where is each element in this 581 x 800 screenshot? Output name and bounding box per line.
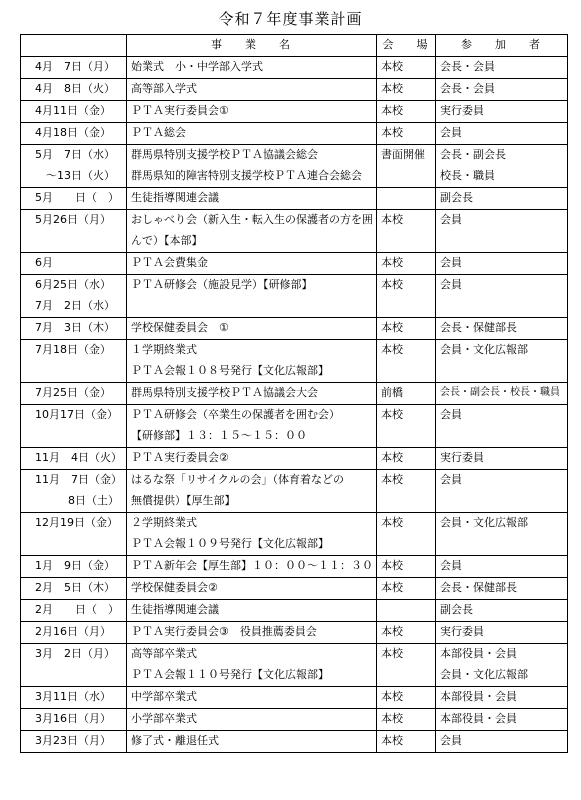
row-event — [127, 578, 377, 600]
row-place: 書面開催 — [377, 145, 436, 188]
row-event — [127, 644, 377, 687]
row-place: 本校 — [377, 513, 436, 556]
row-event-line: ＰＴＡ総会 — [131, 126, 186, 139]
row-attendees — [436, 709, 568, 731]
table-row — [21, 188, 568, 210]
row-date-line: 4月 7日（月） — [35, 60, 115, 73]
row-event-line: おしゃべり会（新入生・転入生の保護者の方を囲 — [131, 213, 373, 226]
row-attendees-line: 会員 — [440, 256, 462, 269]
row-attendees — [436, 731, 568, 753]
row-place: 本校 — [377, 470, 436, 513]
row-place: 本校 — [377, 687, 436, 709]
row-place: 本校 — [377, 556, 436, 578]
row-attendees-line: 会長・会員 — [440, 60, 495, 73]
row-date — [21, 600, 127, 622]
row-date-line: 6月25日（水） — [35, 278, 111, 291]
row-date-line: 2月16日（月） — [35, 625, 111, 638]
row-event — [127, 687, 377, 709]
table-row — [21, 578, 568, 600]
row-event — [127, 253, 377, 275]
row-attendees-line: 会員 — [440, 278, 462, 291]
row-attendees — [436, 600, 568, 622]
row-event-line: 高等部入学式 — [131, 82, 197, 95]
row-date — [21, 123, 127, 145]
row-place: 本校 — [377, 644, 436, 687]
row-date — [21, 145, 127, 188]
row-date — [21, 57, 127, 79]
row-attendees-line: 会員 — [440, 213, 462, 226]
row-attendees-line: 会長・副会長 — [440, 148, 506, 161]
row-event-line: ＰＴＡ新年会【厚生部】１０：００～１１：３０ — [131, 559, 373, 572]
row-event-line: １学期終業式 — [131, 343, 197, 356]
row-event-line: はるな祭「リサイクルの会」（体育着などの — [131, 473, 344, 486]
row-date — [21, 79, 127, 101]
row-attendees-line: 本部役員・会員 — [440, 712, 517, 725]
row-place: 前橋 — [377, 383, 436, 405]
row-event-line: 中学部卒業式 — [131, 690, 197, 703]
row-date — [21, 210, 127, 253]
row-attendees — [436, 57, 568, 79]
row-event-line: 修了式・離退任式 — [131, 734, 219, 747]
row-event-line: ＰＴＡ実行委員会③ 役員推薦委員会 — [131, 625, 317, 638]
row-place: 本校 — [377, 340, 436, 383]
row-attendees-line: 会員 — [440, 473, 462, 486]
row-place: 本校 — [377, 318, 436, 340]
row-date-line: 7月 3日（木） — [35, 321, 115, 334]
row-place — [377, 600, 436, 622]
row-date — [21, 644, 127, 687]
row-date-line: 3月 2日（月） — [35, 647, 115, 660]
row-place — [377, 188, 436, 210]
row-event-line: ＰＴＡ会費集金 — [131, 256, 208, 269]
row-event-line: ＰＴＡ研修会（卒業生の保護者を囲む会） — [131, 408, 340, 421]
table-row — [21, 145, 568, 188]
row-event — [127, 101, 377, 123]
row-date-line: 7月18日（金） — [35, 343, 111, 356]
row-attendees — [436, 275, 568, 318]
row-event-line: 無償提供）【厚生部】 — [131, 494, 236, 507]
row-date — [21, 578, 127, 600]
row-attendees — [436, 556, 568, 578]
row-attendees — [436, 210, 568, 253]
row-attendees — [436, 405, 568, 448]
row-attendees — [436, 188, 568, 210]
row-attendees-line: 会員 — [440, 408, 462, 421]
row-date-line: 2月 5日（木） — [35, 581, 115, 594]
row-date-line: 5月 7日（水） — [35, 148, 115, 161]
row-attendees — [436, 578, 568, 600]
row-date — [21, 556, 127, 578]
row-date — [21, 383, 127, 405]
row-place: 本校 — [377, 210, 436, 253]
table-row — [21, 556, 568, 578]
row-date-line: 3月11日（水） — [35, 690, 111, 703]
row-attendees — [436, 340, 568, 383]
row-attendees-line: 副会長 — [440, 603, 473, 616]
schedule-table — [20, 34, 568, 753]
row-event-line: 小学部卒業式 — [131, 712, 197, 725]
row-date — [21, 470, 127, 513]
row-date-line: 4月 8日（火） — [35, 82, 115, 95]
table-row — [21, 253, 568, 275]
row-event-line: ＰＴＡ会報１０８号発行【文化広報部】 — [131, 364, 329, 377]
row-event-line: 学校保健委員会② — [131, 581, 218, 594]
row-attendees — [436, 687, 568, 709]
row-date — [21, 731, 127, 753]
header-place: 会 場 — [377, 35, 436, 57]
row-date-line: 10月17日（金） — [35, 408, 118, 421]
row-date-line: 2月 日（ ） — [35, 603, 119, 616]
table-row — [21, 340, 568, 383]
table-row — [21, 448, 568, 470]
header-event: 事 業 名 — [127, 35, 377, 57]
row-event — [127, 600, 377, 622]
header-row — [21, 35, 568, 57]
row-event-line: んで）【本部】 — [131, 234, 203, 247]
row-date — [21, 101, 127, 123]
row-date — [21, 687, 127, 709]
table-row — [21, 318, 568, 340]
row-attendees — [436, 318, 568, 340]
row-date-line: 11月 4日（火） — [35, 451, 122, 464]
row-event — [127, 470, 377, 513]
row-place: 本校 — [377, 622, 436, 644]
row-date — [21, 318, 127, 340]
row-event — [127, 145, 377, 188]
row-attendees — [436, 145, 568, 188]
table-row — [21, 123, 568, 145]
row-date — [21, 622, 127, 644]
row-date — [21, 513, 127, 556]
table-row — [21, 210, 568, 253]
row-attendees-line: 実行委員 — [440, 451, 484, 464]
row-place: 本校 — [377, 578, 436, 600]
table-row — [21, 622, 568, 644]
row-event — [127, 622, 377, 644]
row-attendees — [436, 79, 568, 101]
table-row — [21, 405, 568, 448]
row-date — [21, 405, 127, 448]
row-date-line: 6月 — [35, 256, 53, 269]
row-date-line: 3月16日（月） — [35, 712, 111, 725]
row-event — [127, 210, 377, 253]
row-date — [21, 709, 127, 731]
table-row — [21, 275, 568, 318]
row-attendees-line: 会員・文化広報部 — [440, 343, 528, 356]
row-place: 本校 — [377, 123, 436, 145]
row-date-line: 11月 7日（金） — [35, 473, 122, 486]
row-event — [127, 731, 377, 753]
row-date — [21, 188, 127, 210]
row-attendees-line: 実行委員 — [440, 104, 484, 117]
row-attendees-line: 校長・職員 — [440, 169, 495, 182]
table-row — [21, 79, 568, 101]
row-date-line: ～13日（火） — [35, 169, 115, 182]
row-event — [127, 709, 377, 731]
row-attendees-line: 会員・文化広報部 — [440, 516, 528, 529]
row-event-line: ＰＴＡ研修会（施設見学）【研修部】 — [131, 278, 313, 291]
row-event-line: ２学期終業式 — [131, 516, 197, 529]
row-attendees-line: 会員 — [440, 559, 462, 572]
row-event-line: ＰＴＡ会報１０９号発行【文化広報部】 — [131, 537, 329, 550]
row-event-line: 群馬県特別支援学校ＰＴＡ協議会総会 — [131, 148, 318, 161]
row-attendees-line: 会長・会員 — [440, 82, 495, 95]
row-attendees-line: 会員・文化広報部 — [440, 668, 528, 681]
row-attendees — [436, 644, 568, 687]
row-date-line: 4月18日（金） — [35, 126, 111, 139]
row-event — [127, 275, 377, 318]
row-place: 本校 — [377, 448, 436, 470]
row-event — [127, 79, 377, 101]
table-row — [21, 644, 568, 687]
row-attendees — [436, 513, 568, 556]
row-date-line: 1月 9日（金） — [35, 559, 115, 572]
row-event-line: ＰＴＡ会報１１０号発行【文化広報部】 — [131, 668, 329, 681]
row-date-line: 12月19日（金） — [35, 516, 118, 529]
table-row — [21, 513, 568, 556]
row-date-line: 8日（土） — [35, 494, 119, 507]
row-date — [21, 340, 127, 383]
row-event-line: 始業式 小・中学部入学式 — [131, 60, 263, 73]
row-attendees — [436, 448, 568, 470]
row-event — [127, 383, 377, 405]
row-place: 本校 — [377, 275, 436, 318]
row-attendees-line: 会長・保健部長 — [440, 581, 517, 594]
table-row — [21, 709, 568, 731]
row-attendees-line: 副会長 — [440, 191, 473, 204]
row-place: 本校 — [377, 101, 436, 123]
row-attendees-line: 会長・保健部長 — [440, 321, 517, 334]
row-attendees — [436, 622, 568, 644]
row-date-line: 4月11日（金） — [35, 104, 111, 117]
row-attendees-line: 会員 — [440, 126, 462, 139]
row-event — [127, 556, 377, 578]
row-event-line: 群馬県知的障害特別支援学校ＰＴＡ連合会総会 — [131, 169, 362, 182]
row-attendees — [436, 470, 568, 513]
row-event-line: ＰＴＡ実行委員会② — [131, 451, 229, 464]
row-date — [21, 275, 127, 318]
row-date-line: 3月23日（月） — [35, 734, 111, 747]
row-date-line: 5月 日（ ） — [35, 191, 119, 204]
row-event-line: 生徒指導関連会議 — [131, 603, 219, 616]
row-attendees — [436, 123, 568, 145]
row-event — [127, 123, 377, 145]
row-place: 本校 — [377, 709, 436, 731]
row-event-line: 生徒指導関連会議 — [131, 191, 219, 204]
table-row — [21, 687, 568, 709]
row-attendees — [436, 383, 568, 405]
row-event — [127, 405, 377, 448]
row-date — [21, 448, 127, 470]
row-event-line: ＰＴＡ実行委員会① — [131, 104, 229, 117]
row-event — [127, 188, 377, 210]
table-row — [21, 600, 568, 622]
row-event — [127, 57, 377, 79]
row-event — [127, 448, 377, 470]
row-attendees — [436, 101, 568, 123]
table-row — [21, 470, 568, 513]
row-event — [127, 340, 377, 383]
row-event-line: 高等部卒業式 — [131, 647, 197, 660]
row-place: 本校 — [377, 253, 436, 275]
header-attendees: 参 加 者 — [436, 35, 568, 57]
row-place: 本校 — [377, 79, 436, 101]
table-row — [21, 57, 568, 79]
row-event-line: 群馬県特別支援学校ＰＴＡ協議会大会 — [131, 386, 318, 399]
row-place: 本校 — [377, 405, 436, 448]
row-event — [127, 513, 377, 556]
header-date — [21, 35, 127, 57]
row-date-line: 7月 2日（水） — [35, 299, 115, 312]
row-attendees-line: 実行委員 — [440, 625, 484, 638]
row-event-line: 【研修部】１３：１５～１５：００ — [131, 429, 307, 442]
table-row — [21, 731, 568, 753]
row-date — [21, 253, 127, 275]
row-place: 本校 — [377, 57, 436, 79]
page-title: 令和７年度事業計画 — [218, 10, 363, 28]
row-event — [127, 318, 377, 340]
table-row — [21, 383, 568, 405]
row-attendees-line: 会員 — [440, 734, 462, 747]
row-attendees-line: 本部役員・会員 — [440, 690, 517, 703]
table-row — [21, 101, 568, 123]
row-place: 本校 — [377, 731, 436, 753]
row-attendees-line: 本部役員・会員 — [440, 647, 517, 660]
row-attendees — [436, 253, 568, 275]
row-event-line: 学校保健委員会 ① — [131, 321, 229, 334]
row-date-line: 5月26日（月） — [35, 213, 111, 226]
row-date-line: 7月25日（金） — [35, 386, 111, 399]
row-attendees-line: 会長・副会長・校長・職員 — [440, 387, 560, 398]
